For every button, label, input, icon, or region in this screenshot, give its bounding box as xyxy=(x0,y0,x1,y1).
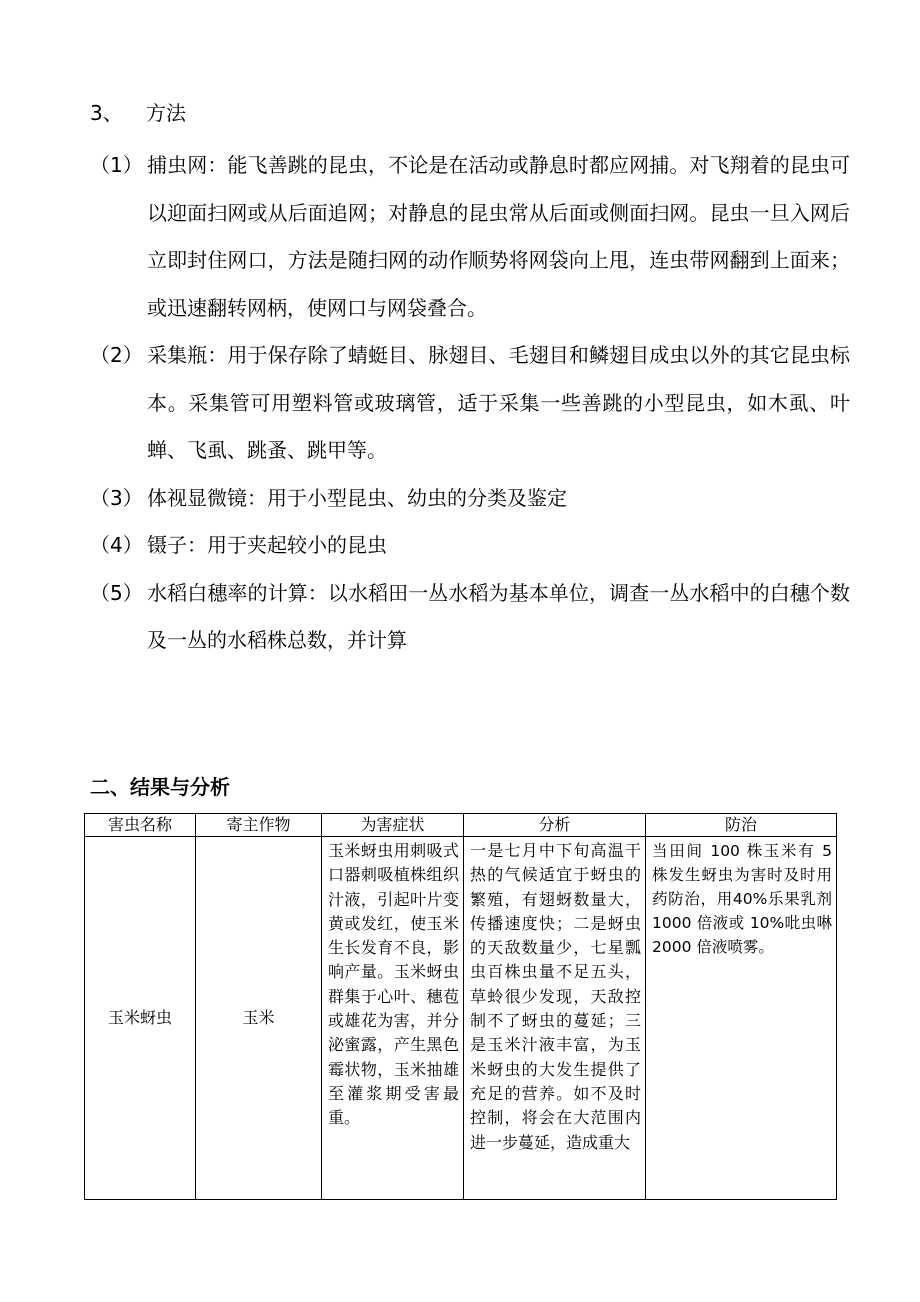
method-item-marker: （5） xyxy=(90,580,143,605)
method-item-text: 镊子：用于夹起较小的昆虫 xyxy=(147,533,387,557)
method-item-text: 水稻白穗率的计算：以水稻田一丛水稻为基本单位，调查一丛水稻中的白穗个数及一丛的水稻株总数，并计算 xyxy=(147,580,850,652)
table-header-row xyxy=(85,814,837,837)
method-item-tweezers xyxy=(90,522,850,570)
method-item-net xyxy=(90,142,850,332)
methods-list xyxy=(90,142,850,665)
methods-heading-number: 3、 xyxy=(90,101,123,125)
method-item-white-panicle-rate xyxy=(90,570,850,665)
results-section-title: 二、结果与分析 xyxy=(90,775,230,799)
method-item-text: 采集瓶：用于保存除了蜻蜓目、脉翅目、毛翅目和鳞翅目成虫以外的其它昆虫标本。采集管可用塑料管或玻璃管，适于采集一些善跳的小型昆虫，如木虱、叶蝉、飞虱、跳蚤、跳甲等。 xyxy=(147,343,850,462)
results-table xyxy=(84,813,837,1200)
header-pest-name: 害虫名称 xyxy=(85,814,196,837)
method-item-microscope xyxy=(90,475,850,523)
cell-control-text: 当田间 100 株玉米有 5 株发生蚜虫为害时及时用药防治，用40%乐果乳剂 1000 倍液或 10%吡虫啉 2000 倍液喷雾。 xyxy=(652,842,832,956)
header-control: 防治 xyxy=(646,814,837,837)
method-item-marker: （2） xyxy=(90,343,143,367)
cell-control xyxy=(646,837,837,1200)
method-item-text: 捕虫网：能飞善跳的昆虫，不论是在活动或静息时都应网捕。对飞翔着的昆虫可以迎面扫网或从后面追网；对静息的昆虫常从后面或侧面扫网。昆虫一旦入网后立即封住网口，方法是随扫网的动作顺势将网袋向上甩，连虫带网翻到上面来；或迅速翻转网柄，使网口与网袋叠合。 xyxy=(147,153,850,320)
method-item-bottle xyxy=(90,332,850,475)
cell-symptoms xyxy=(322,837,464,1200)
method-item-marker: （1） xyxy=(90,153,143,177)
method-item-marker: （4） xyxy=(90,533,143,557)
cell-pest-name: 玉米蚜虫 xyxy=(85,837,196,1200)
header-host-crop: 寄主作物 xyxy=(196,814,322,837)
methods-heading-title: 方法 xyxy=(146,101,186,125)
method-item-text: 体视显微镜：用于小型昆虫、幼虫的分类及鉴定 xyxy=(147,485,567,510)
header-symptoms: 为害症状 xyxy=(322,814,464,837)
table-row xyxy=(85,837,837,1200)
header-analysis: 分析 xyxy=(464,814,646,837)
cell-analysis xyxy=(464,837,646,1200)
cell-host-crop: 玉米 xyxy=(196,837,322,1200)
cell-symptoms-text: 玉米蚜虫用刺吸式口器刺吸植株组织汁液，引起叶片变黄或发红，使玉米生长发育不良，影响产量。玉米蚜虫群集于心叶、穗苞或雄花为害，并分泌蜜露，产生黑色霉状物，玉米抽雄至灌浆期受害最重。 xyxy=(328,841,459,1128)
methods-heading xyxy=(90,96,186,130)
cell-analysis-text: 一是七月中下旬高温干热的气候适宜于蚜虫的繁殖，有翅蚜数量大，传播速度快；二是蚜虫的天敌数量少，七星瓢虫百株虫量不足五头，草蛉很少发现，天敌控制不了蚜虫的蔓延；三是玉米汁液丰富，为玉米蚜虫的大发生提供了充足的营养。如不及时控制，将会在大范围内进一步蔓延，造成重大 xyxy=(470,841,641,1152)
method-item-marker: （3） xyxy=(90,485,143,510)
